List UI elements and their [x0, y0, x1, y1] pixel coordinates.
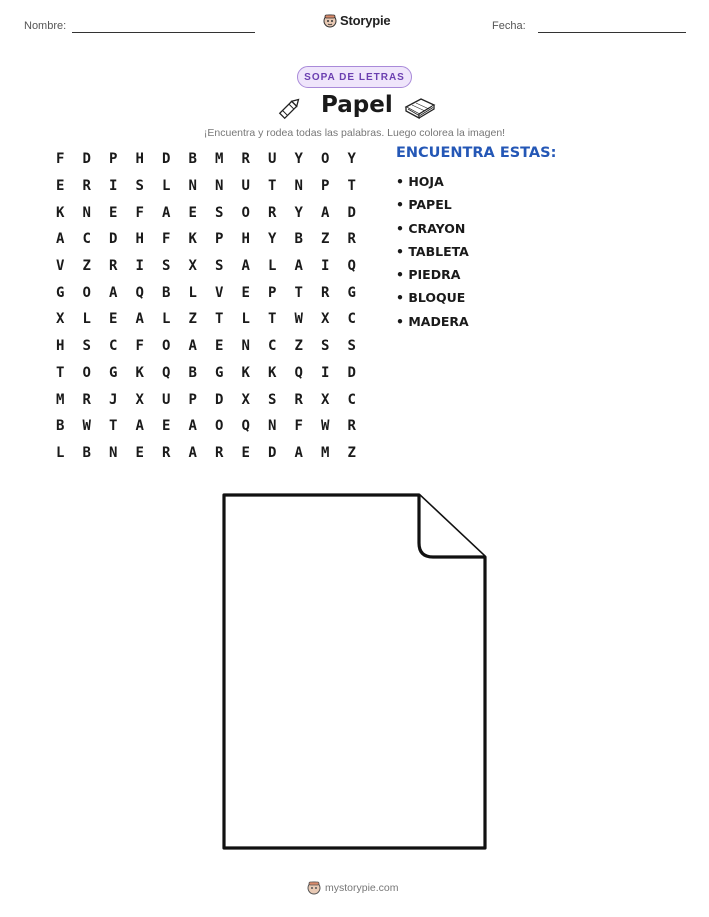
- name-field-line[interactable]: [72, 32, 255, 33]
- grid-cell[interactable]: R: [347, 231, 356, 248]
- grid-cell[interactable]: N: [294, 178, 303, 195]
- grid-cell[interactable]: O: [321, 151, 330, 168]
- word-search-grid[interactable]: [47, 146, 365, 466]
- word-list-title: ENCUENTRA ESTAS:: [396, 145, 557, 161]
- grid-cell[interactable]: I: [321, 364, 330, 381]
- grid-cell[interactable]: V: [215, 284, 224, 301]
- grid-cell[interactable]: X: [56, 311, 65, 328]
- grid-cell[interactable]: B: [162, 284, 171, 301]
- grid-cell[interactable]: R: [347, 418, 356, 435]
- grid-cell[interactable]: A: [56, 231, 65, 248]
- grid-cell[interactable]: Q: [162, 364, 171, 381]
- grid-cell[interactable]: L: [241, 311, 250, 328]
- grid-cell[interactable]: L: [162, 311, 171, 328]
- grid-cell[interactable]: N: [109, 444, 118, 461]
- grid-cell[interactable]: U: [241, 178, 250, 195]
- grid-cell[interactable]: E: [241, 284, 250, 301]
- grid-cell[interactable]: C: [347, 391, 356, 408]
- grid-cell[interactable]: T: [347, 178, 356, 195]
- date-label: Fecha:: [492, 20, 526, 32]
- grid-cell[interactable]: S: [321, 338, 330, 355]
- grid-cell[interactable]: N: [268, 418, 277, 435]
- grid-cell[interactable]: A: [162, 204, 171, 221]
- grid-cell[interactable]: R: [321, 284, 330, 301]
- grid-cell[interactable]: D: [162, 151, 171, 168]
- grid-cell[interactable]: T: [268, 178, 277, 195]
- date-field-line[interactable]: [538, 32, 686, 33]
- footer-url[interactable]: mystorypie.com: [325, 881, 399, 894]
- grid-cell[interactable]: N: [188, 178, 197, 195]
- grid-cell[interactable]: P: [215, 231, 224, 248]
- grid-cell[interactable]: L: [82, 311, 91, 328]
- grid-cell[interactable]: C: [347, 311, 356, 328]
- grid-cell[interactable]: Z: [294, 338, 303, 355]
- grid-cell[interactable]: F: [135, 338, 144, 355]
- grid-cell[interactable]: G: [109, 364, 118, 381]
- brand-name: Storypie: [340, 13, 391, 28]
- book-icon: [403, 94, 437, 120]
- word-list-item: • TABLETA: [396, 243, 469, 259]
- grid-cell[interactable]: I: [321, 258, 330, 275]
- grid-cell[interactable]: E: [109, 204, 118, 221]
- word-list-item: • BLOQUE: [396, 290, 466, 306]
- grid-cell[interactable]: M: [215, 151, 224, 168]
- grid-cell[interactable]: X: [188, 258, 197, 275]
- grid-cell[interactable]: B: [294, 231, 303, 248]
- grid-cell[interactable]: L: [268, 258, 277, 275]
- grid-cell[interactable]: Y: [347, 151, 356, 168]
- grid-cell[interactable]: R: [241, 151, 250, 168]
- activity-type-badge: SOPA DE LETRAS: [297, 66, 412, 88]
- grid-cell[interactable]: R: [215, 444, 224, 461]
- grid-cell[interactable]: D: [82, 151, 91, 168]
- grid-cell[interactable]: E: [109, 311, 118, 328]
- name-label: Nombre:: [24, 20, 67, 32]
- grid-cell[interactable]: I: [135, 258, 144, 275]
- grid-cell[interactable]: W: [82, 418, 91, 435]
- grid-cell[interactable]: J: [109, 391, 118, 408]
- grid-cell[interactable]: A: [188, 444, 197, 461]
- grid-cell[interactable]: S: [135, 178, 144, 195]
- grid-cell[interactable]: A: [135, 311, 144, 328]
- grid-cell[interactable]: W: [321, 418, 330, 435]
- page-title: Papel: [321, 92, 393, 118]
- grid-cell[interactable]: M: [321, 444, 330, 461]
- grid-cell[interactable]: L: [56, 444, 65, 461]
- grid-cell[interactable]: T: [215, 311, 224, 328]
- blank-paper-sheet-icon[interactable]: [220, 491, 490, 853]
- grid-cell[interactable]: N: [241, 338, 250, 355]
- grid-cell[interactable]: T: [294, 284, 303, 301]
- grid-cell[interactable]: G: [215, 364, 224, 381]
- grid-cell[interactable]: H: [56, 338, 65, 355]
- grid-cell[interactable]: O: [82, 284, 91, 301]
- grid-cell[interactable]: P: [188, 391, 197, 408]
- grid-cell[interactable]: E: [135, 444, 144, 461]
- grid-cell[interactable]: Y: [294, 204, 303, 221]
- grid-cell[interactable]: A: [188, 338, 197, 355]
- grid-cell[interactable]: A: [135, 418, 144, 435]
- grid-cell[interactable]: E: [241, 444, 250, 461]
- grid-cell[interactable]: H: [135, 231, 144, 248]
- grid-cell[interactable]: A: [109, 284, 118, 301]
- grid-cell[interactable]: S: [268, 391, 277, 408]
- grid-cell[interactable]: S: [215, 258, 224, 275]
- grid-cell[interactable]: Z: [321, 231, 330, 248]
- word-list-item: • CRAYON: [396, 220, 466, 236]
- grid-cell[interactable]: R: [162, 444, 171, 461]
- word-list-item: • PIEDRA: [396, 267, 461, 283]
- grid-cell[interactable]: T: [56, 364, 65, 381]
- grid-cell[interactable]: R: [294, 391, 303, 408]
- grid-cell[interactable]: M: [56, 391, 65, 408]
- grid-cell[interactable]: K: [56, 204, 65, 221]
- grid-cell[interactable]: C: [268, 338, 277, 355]
- grid-cell[interactable]: Y: [294, 151, 303, 168]
- grid-cell[interactable]: F: [162, 231, 171, 248]
- grid-cell[interactable]: B: [82, 444, 91, 461]
- word-list-item: • PAPEL: [396, 197, 452, 213]
- grid-cell[interactable]: P: [268, 284, 277, 301]
- storypie-mascot-icon: [323, 13, 337, 28]
- grid-cell[interactable]: K: [135, 364, 144, 381]
- grid-cell[interactable]: E: [215, 338, 224, 355]
- title-row: [276, 92, 438, 124]
- grid-cell[interactable]: O: [162, 338, 171, 355]
- grid-cell[interactable]: G: [347, 284, 356, 301]
- grid-cell[interactable]: R: [109, 258, 118, 275]
- grid-cell[interactable]: X: [321, 311, 330, 328]
- grid-cell[interactable]: O: [215, 418, 224, 435]
- grid-cell[interactable]: F: [294, 418, 303, 435]
- crayon-icon: [276, 94, 304, 122]
- grid-cell[interactable]: L: [162, 178, 171, 195]
- grid-cell[interactable]: S: [162, 258, 171, 275]
- grid-cell[interactable]: O: [241, 204, 250, 221]
- grid-cell[interactable]: N: [82, 204, 91, 221]
- grid-cell[interactable]: T: [109, 418, 118, 435]
- grid-cell[interactable]: Q: [347, 258, 356, 275]
- word-list-item: • MADERA: [396, 313, 469, 329]
- grid-cell[interactable]: B: [188, 151, 197, 168]
- grid-cell[interactable]: D: [215, 391, 224, 408]
- grid-cell[interactable]: R: [82, 178, 91, 195]
- instructions-text: ¡Encuentra y rodea todas las palabras. Luego colorea la imagen!: [203, 127, 506, 139]
- grid-cell[interactable]: V: [56, 258, 65, 275]
- grid-cell[interactable]: A: [321, 204, 330, 221]
- grid-cell[interactable]: C: [109, 338, 118, 355]
- grid-cell[interactable]: H: [241, 231, 250, 248]
- grid-cell[interactable]: D: [109, 231, 118, 248]
- grid-cell[interactable]: A: [241, 258, 250, 275]
- grid-cell[interactable]: S: [215, 204, 224, 221]
- grid-cell[interactable]: X: [321, 391, 330, 408]
- grid-cell[interactable]: E: [162, 418, 171, 435]
- grid-cell[interactable]: D: [268, 444, 277, 461]
- grid-cell[interactable]: Y: [268, 231, 277, 248]
- word-list-item: • HOJA: [396, 174, 444, 189]
- grid-cell[interactable]: Q: [135, 284, 144, 301]
- grid-cell[interactable]: H: [135, 151, 144, 168]
- grid-cell[interactable]: G: [56, 284, 65, 301]
- grid-cell[interactable]: D: [347, 364, 356, 381]
- grid-cell[interactable]: N: [215, 178, 224, 195]
- grid-cell[interactable]: R: [268, 204, 277, 221]
- grid-cell[interactable]: F: [56, 151, 65, 168]
- grid-cell[interactable]: X: [241, 391, 250, 408]
- grid-cell[interactable]: S: [82, 338, 91, 355]
- grid-cell[interactable]: Z: [347, 444, 356, 461]
- grid-cell[interactable]: E: [56, 178, 65, 195]
- grid-cell[interactable]: L: [188, 284, 197, 301]
- grid-cell[interactable]: T: [268, 311, 277, 328]
- grid-cell[interactable]: A: [294, 444, 303, 461]
- word-list: [396, 170, 469, 333]
- grid-cell[interactable]: Q: [294, 364, 303, 381]
- grid-cell[interactable]: E: [188, 204, 197, 221]
- grid-cell[interactable]: K: [241, 364, 250, 381]
- grid-cell[interactable]: S: [347, 338, 356, 355]
- grid-cell[interactable]: D: [347, 204, 356, 221]
- grid-cell[interactable]: R: [82, 391, 91, 408]
- grid-cell[interactable]: B: [188, 364, 197, 381]
- grid-cell[interactable]: I: [109, 178, 118, 195]
- grid-cell[interactable]: A: [188, 418, 197, 435]
- grid-cell[interactable]: U: [268, 151, 277, 168]
- grid-cell[interactable]: O: [82, 364, 91, 381]
- grid-cell[interactable]: K: [268, 364, 277, 381]
- grid-cell[interactable]: B: [56, 418, 65, 435]
- grid-cell[interactable]: Z: [82, 258, 91, 275]
- grid-cell[interactable]: X: [135, 391, 144, 408]
- grid-cell[interactable]: Q: [241, 418, 250, 435]
- grid-cell[interactable]: F: [135, 204, 144, 221]
- grid-cell[interactable]: U: [162, 391, 171, 408]
- grid-cell[interactable]: P: [109, 151, 118, 168]
- grid-cell[interactable]: C: [82, 231, 91, 248]
- grid-cell[interactable]: Z: [188, 311, 197, 328]
- storypie-mascot-icon: [307, 880, 321, 895]
- storypie-logo: [323, 13, 390, 28]
- grid-cell[interactable]: K: [188, 231, 197, 248]
- grid-cell[interactable]: A: [294, 258, 303, 275]
- grid-cell[interactable]: W: [294, 311, 303, 328]
- footer: [307, 880, 399, 895]
- grid-cell[interactable]: P: [321, 178, 330, 195]
